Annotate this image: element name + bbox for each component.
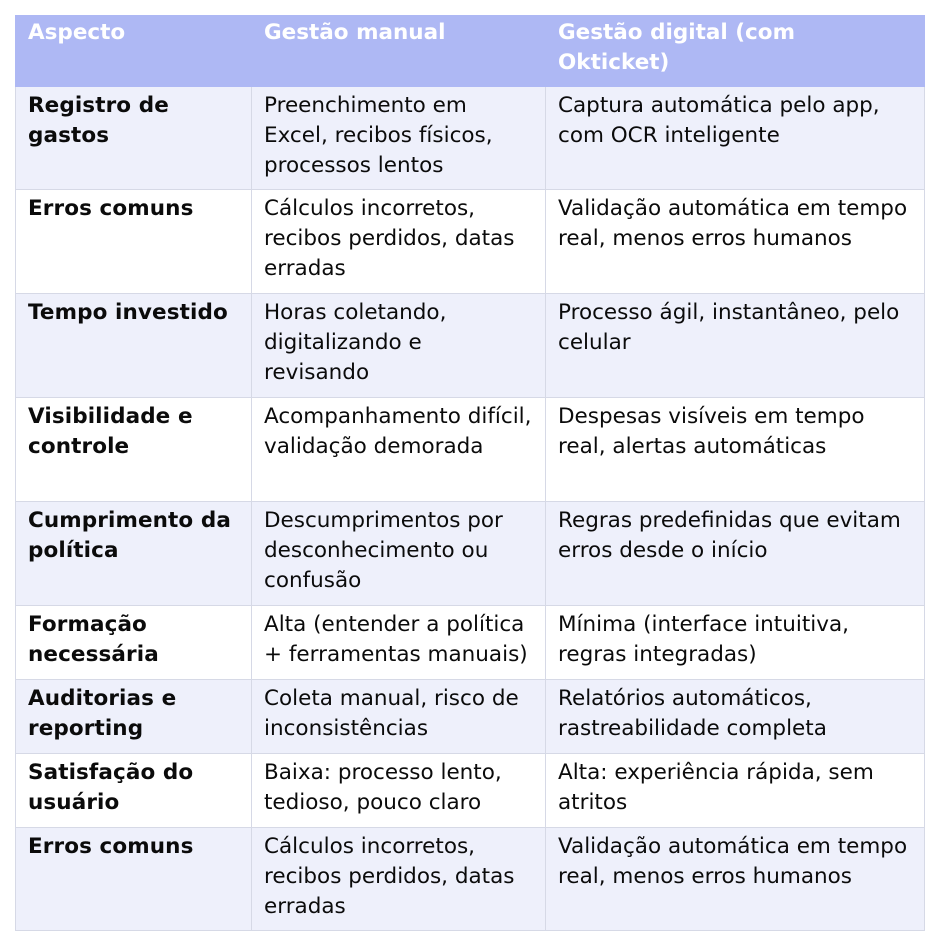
header-digital: Gestão digital (com Okticket) — [546, 16, 925, 87]
comparison-table-container — [15, 15, 924, 931]
cell-aspect: Tempo investido — [16, 294, 252, 398]
cell-manual: Baixa: processo lento, tedioso, pouco claro — [252, 754, 546, 828]
cell-aspect: Registro de gastos — [16, 87, 252, 190]
cell-manual: Descumprimentos por desconhecimento ou confusão — [252, 502, 546, 606]
cell-digital: Captura automática pelo app, com OCR inteligente — [546, 87, 925, 190]
cell-aspect: Formação necessária — [16, 606, 252, 680]
cell-digital: Alta: experiência rápida, sem atritos — [546, 754, 925, 828]
cell-digital: Relatórios automáticos, rastreabilidade completa — [546, 680, 925, 754]
cell-digital: Despesas visíveis em tempo real, alertas automáticas — [546, 398, 925, 502]
cell-aspect: Cumprimento da política — [16, 502, 252, 606]
table-body — [16, 87, 925, 931]
table-row — [16, 87, 925, 190]
table-row — [16, 828, 925, 931]
cell-aspect: Visibilidade e controle — [16, 398, 252, 502]
table-row — [16, 398, 925, 502]
cell-digital: Regras predefinidas que evitam erros desde o início — [546, 502, 925, 606]
cell-manual: Acompanhamento difícil, validação demorada — [252, 398, 546, 502]
cell-aspect: Erros comuns — [16, 190, 252, 294]
cell-manual: Cálculos incorretos, recibos perdidos, datas erradas — [252, 190, 546, 294]
cell-digital: Validação automática em tempo real, menos erros humanos — [546, 828, 925, 931]
table-row — [16, 606, 925, 680]
cell-digital: Mínima (interface intuitiva, regras integradas) — [546, 606, 925, 680]
table-row — [16, 502, 925, 606]
table-row — [16, 190, 925, 294]
cell-digital: Validação automática em tempo real, menos erros humanos — [546, 190, 925, 294]
cell-manual: Horas coletando, digitalizando e revisando — [252, 294, 546, 398]
header-manual: Gestão manual — [252, 16, 546, 87]
table-row — [16, 680, 925, 754]
cell-aspect: Erros comuns — [16, 828, 252, 931]
cell-manual: Coleta manual, risco de inconsistências — [252, 680, 546, 754]
cell-digital: Processo ágil, instantâneo, pelo celular — [546, 294, 925, 398]
cell-aspect: Auditorias e reporting — [16, 680, 252, 754]
table-row — [16, 294, 925, 398]
cell-aspect: Satisfação do usuário — [16, 754, 252, 828]
header-aspect: Aspecto — [16, 16, 252, 87]
cell-manual: Cálculos incorretos, recibos perdidos, datas erradas — [252, 828, 546, 931]
table-header — [16, 16, 925, 87]
table-row — [16, 754, 925, 828]
header-row — [16, 16, 925, 87]
comparison-table — [15, 15, 925, 931]
cell-manual: Preenchimento em Excel, recibos físicos, processos lentos — [252, 87, 546, 190]
cell-manual: Alta (entender a política + ferramentas manuais) — [252, 606, 546, 680]
